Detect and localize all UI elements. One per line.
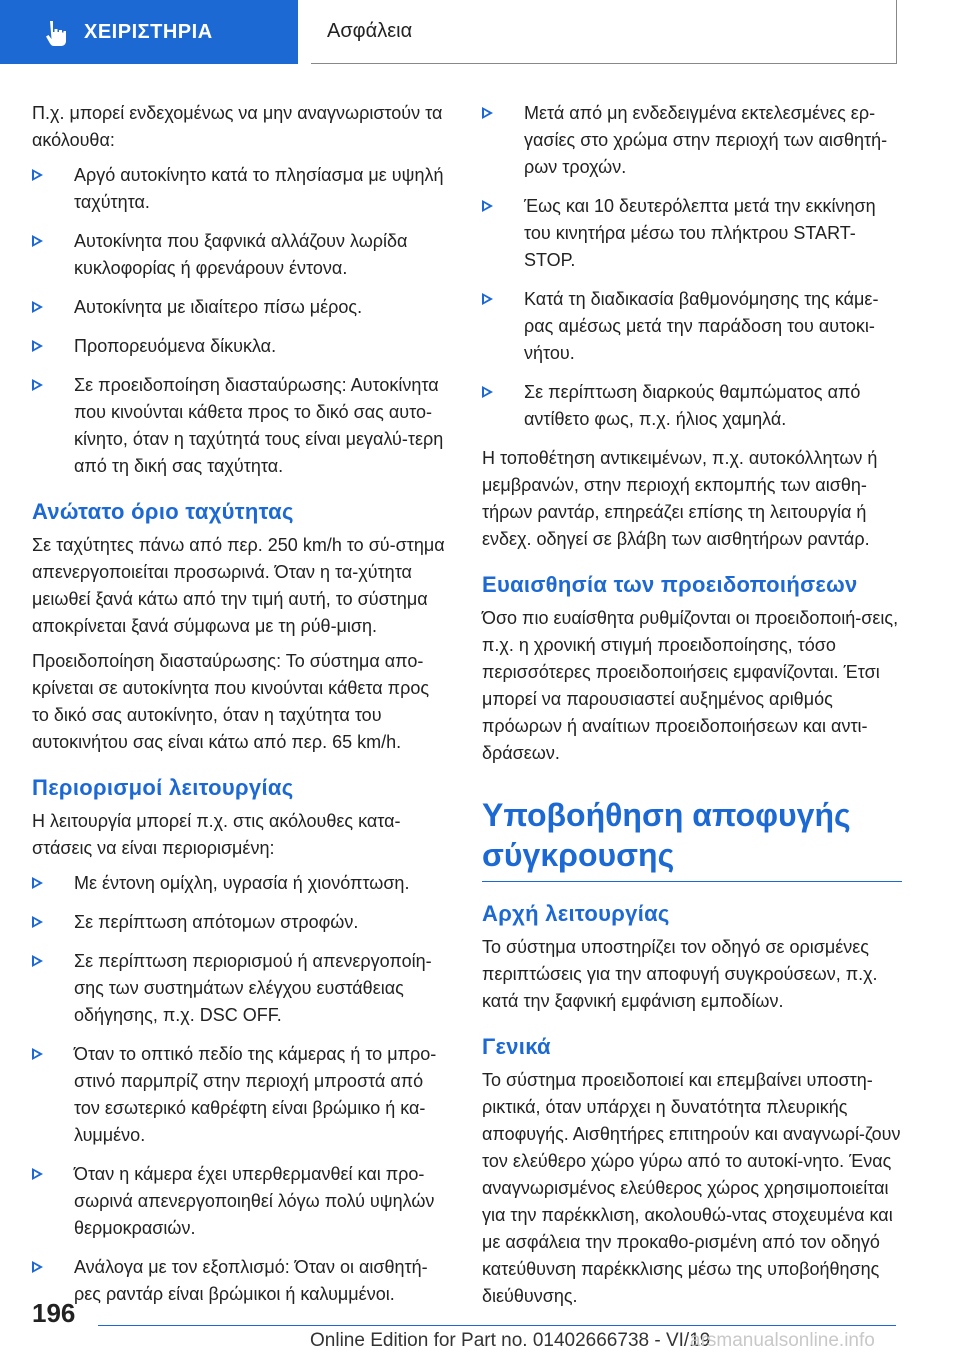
hand-pointer-icon xyxy=(40,17,70,47)
list-item: Προπορευόμενα δίκυκλα. xyxy=(32,333,450,360)
page-number: 196 xyxy=(32,1298,76,1328)
list-item: Σε προειδοποίηση διασταύρωσης: Αυτοκίνητα που κινούνται κάθετα προς το δικό σας αυτο-κίνητο, όταν η ταχύτητά τους είναι μεγαλύ-τερη από τη δική σας ταχύτητα. xyxy=(32,372,450,480)
list-item: Με έντονη ομίχλη, υγρασία ή χιονόπτωση. xyxy=(32,870,450,897)
general-heading: Γενικά xyxy=(482,1034,551,1059)
sensitivity-paragraph: Όσο πιο ευαίσθητα ρυθμίζονται οι προειδοποιή-σεις, π.χ. η χρονική στιγμή προειδοποίησης, τόσο περισσότερες προειδοποιήσεις εμφανίζονται. Έτσι μπορεί να παρουσιαστεί αυξημένος αριθμός πρόωρων ή αναίτιων προειδοποιήσεων και αντι-δράσεων. xyxy=(482,608,899,763)
list-item: Κατά τη διαδικασία βαθμονόμησης της κάμε-ρας αμέσως μετά την παράδοση του αυτοκι-νήτου. xyxy=(482,286,902,367)
list-item: Μετά από μη ενδεδειγμένα εκτελεσμένες ερ-γασίες στο χρώμα στην περιοχή των αισθητή-ρων τροχών. xyxy=(482,100,902,181)
bullet-triangle-icon xyxy=(32,379,43,391)
bullet-triangle-icon xyxy=(32,340,43,352)
limitations-heading: Περιορισμοί λειτουργίας xyxy=(32,775,294,800)
manual-chapter-tab[interactable] xyxy=(0,0,298,64)
general-paragraph: Το σύστημα προειδοποιεί και επεμβαίνει υποστη-ρικτικά, όταν υπάρχει η δυνατότητα πλευρικής αποφυγής. Αισθητήρες επιτηρούν και αναγνωρί-ζουν τον ελεύθερο χώρο γύρω από το αυτοκί-νητο. Ένας αναγνωρισμένος ελεύθερος χώρος χρησιμοποιείται για την παρέκκλιση, ακολουθώ-ντας στοχευμένα και με ασφάλεια την προκαθο-ρισμένη από τον οδηγό κατεύθυνση παρέκκλισης μέσω της υποβοήθησης διεύθυνσης. xyxy=(482,1070,901,1306)
list-item: Σε περίπτωση διαρκούς θαμπώματος από αντίθετο φως, π.χ. ήλιος χαμηλά. xyxy=(482,379,902,433)
page-footer xyxy=(0,1290,960,1362)
bullet-triangle-icon xyxy=(32,1261,43,1273)
list-item: Αργό αυτοκίνητο κατά το πλησίασμα με υψηλή ταχύτητα. xyxy=(32,162,450,216)
list-item: Όταν το οπτικό πεδίο της κάμερας ή το μπρο-στινό παρμπρίζ στην περιοχή μπροστά από τον εσωτερικό καθρέφτη είναι βρώμικο ή κα-λυμμένο. xyxy=(32,1041,450,1149)
section-tab[interactable] xyxy=(311,0,897,64)
principle-heading: Αρχή λειτουργίας xyxy=(482,901,670,926)
crossing-warning-paragraph: Προειδοποίηση διασταύρωσης: Το σύστημα απο-κρίνεται σε αυτοκίνητα που κινούνται κάθετα προς το δικό σας αυτοκίνητο, όταν η ταχύτητα του αυτοκινήτου σας είναι κάτω από περ. 65 km/h. xyxy=(32,651,430,752)
list-item: Ανάλογα με τον εξοπλισμό: Όταν οι αισθητή-ρες ραντάρ είναι βρώμικοι ή καλυμμένοι. xyxy=(32,1254,450,1308)
bullet-triangle-icon xyxy=(32,916,43,928)
main-section-title-wrap xyxy=(482,795,902,882)
list-item: Σε περίπτωση απότομων στροφών. xyxy=(32,909,450,936)
speed-limit-paragraph: Σε ταχύτητες πάνω από περ. 250 km/h το σύ-στημα απενεργοποιείται προσωρινά. Όταν η τα-χύτητα μειωθεί ξανά κάτω από την τιμή αυτή, το σύστημα αποκρίνεται ξανά σύμφωνα με τη ρύθ-μιση. xyxy=(32,535,445,636)
bullet-triangle-icon xyxy=(32,169,43,181)
page-header xyxy=(0,0,960,66)
bullet-triangle-icon xyxy=(482,293,493,305)
bullet-triangle-icon xyxy=(482,107,493,119)
right-column xyxy=(482,100,902,1318)
bullet-triangle-icon xyxy=(482,200,493,212)
bullet-triangle-icon xyxy=(32,1048,43,1060)
list-item: Αυτοκίνητα που ξαφνικά αλλάζουν λωρίδα κυκλοφορίας ή φρενάρουν έντονα. xyxy=(32,228,450,282)
speed-limit-heading: Ανώτατο όριο ταχύτητας xyxy=(32,499,294,524)
main-section-title: Υποβοήθηση αποφυγής σύγκρουσης xyxy=(482,795,902,882)
list-item: Όταν η κάμερα έχει υπερθερμανθεί και προ-σωρινά απενεργοποιηθεί λόγω πολύ υψηλών θερμοκρασιών. xyxy=(32,1161,450,1242)
edition-text: Online Edition for Part no. 01402666738 - VI/19 xyxy=(310,1330,711,1351)
manual-chapter-label: ΧΕΙΡΙΣΤΗΡΙΑ xyxy=(84,20,213,43)
bullet-triangle-icon xyxy=(482,386,493,398)
limitations-paragraph: Η λειτουργία μπορεί π.χ. στις ακόλουθες κατα-στάσεις να είναι περιορισμένη: xyxy=(32,811,401,858)
bullet-triangle-icon xyxy=(32,301,43,313)
list-item: Αυτοκίνητα με ιδιαίτερο πίσω μέρος. xyxy=(32,294,450,321)
sensor-covers-paragraph: Η τοποθέτηση αντικειμένων, π.χ. αυτοκόλλητων ή μεμβρανών, στην περιοχή εκπομπής των αισθη-τήρων ραντάρ, επηρεάζει επίσης τη λειτουργία ή ενδεχ. οδηγεί σε βλάβη των αισθητήρων ραντάρ. xyxy=(482,448,878,549)
watermark: arsmanualsonline.info xyxy=(690,1330,875,1351)
footer-divider xyxy=(98,1325,896,1326)
section-label: Ασφάλεια xyxy=(327,20,413,42)
bullet-triangle-icon xyxy=(32,235,43,247)
bullet-triangle-icon xyxy=(32,877,43,889)
left-column xyxy=(32,100,450,1320)
bullet-triangle-icon xyxy=(32,1168,43,1180)
list-item: Σε περίπτωση περιορισμού ή απενεργοποίη-σης των συστημάτων ελέγχου ευστάθειας οδήγησης, π.χ. DSC OFF. xyxy=(32,948,450,1029)
principle-paragraph: Το σύστημα υποστηρίζει τον οδηγό σε ορισμένες περιπτώσεις για την αποφυγή συγκρούσεων, π.χ. κατά την ξαφνική εμφάνιση εμποδίων. xyxy=(482,937,878,1011)
list-item: Έως και 10 δευτερόλεπτα μετά την εκκίνηση του κινητήρα μέσω του πλήκτρου START-STOP. xyxy=(482,193,902,274)
sensitivity-heading: Ευαισθησία των προειδοποιήσεων xyxy=(482,572,858,597)
intro-paragraph: Π.χ. μπορεί ενδεχομένως να μην αναγνωριστούν τα ακόλουθα: xyxy=(32,103,443,150)
bullet-triangle-icon xyxy=(32,955,43,967)
